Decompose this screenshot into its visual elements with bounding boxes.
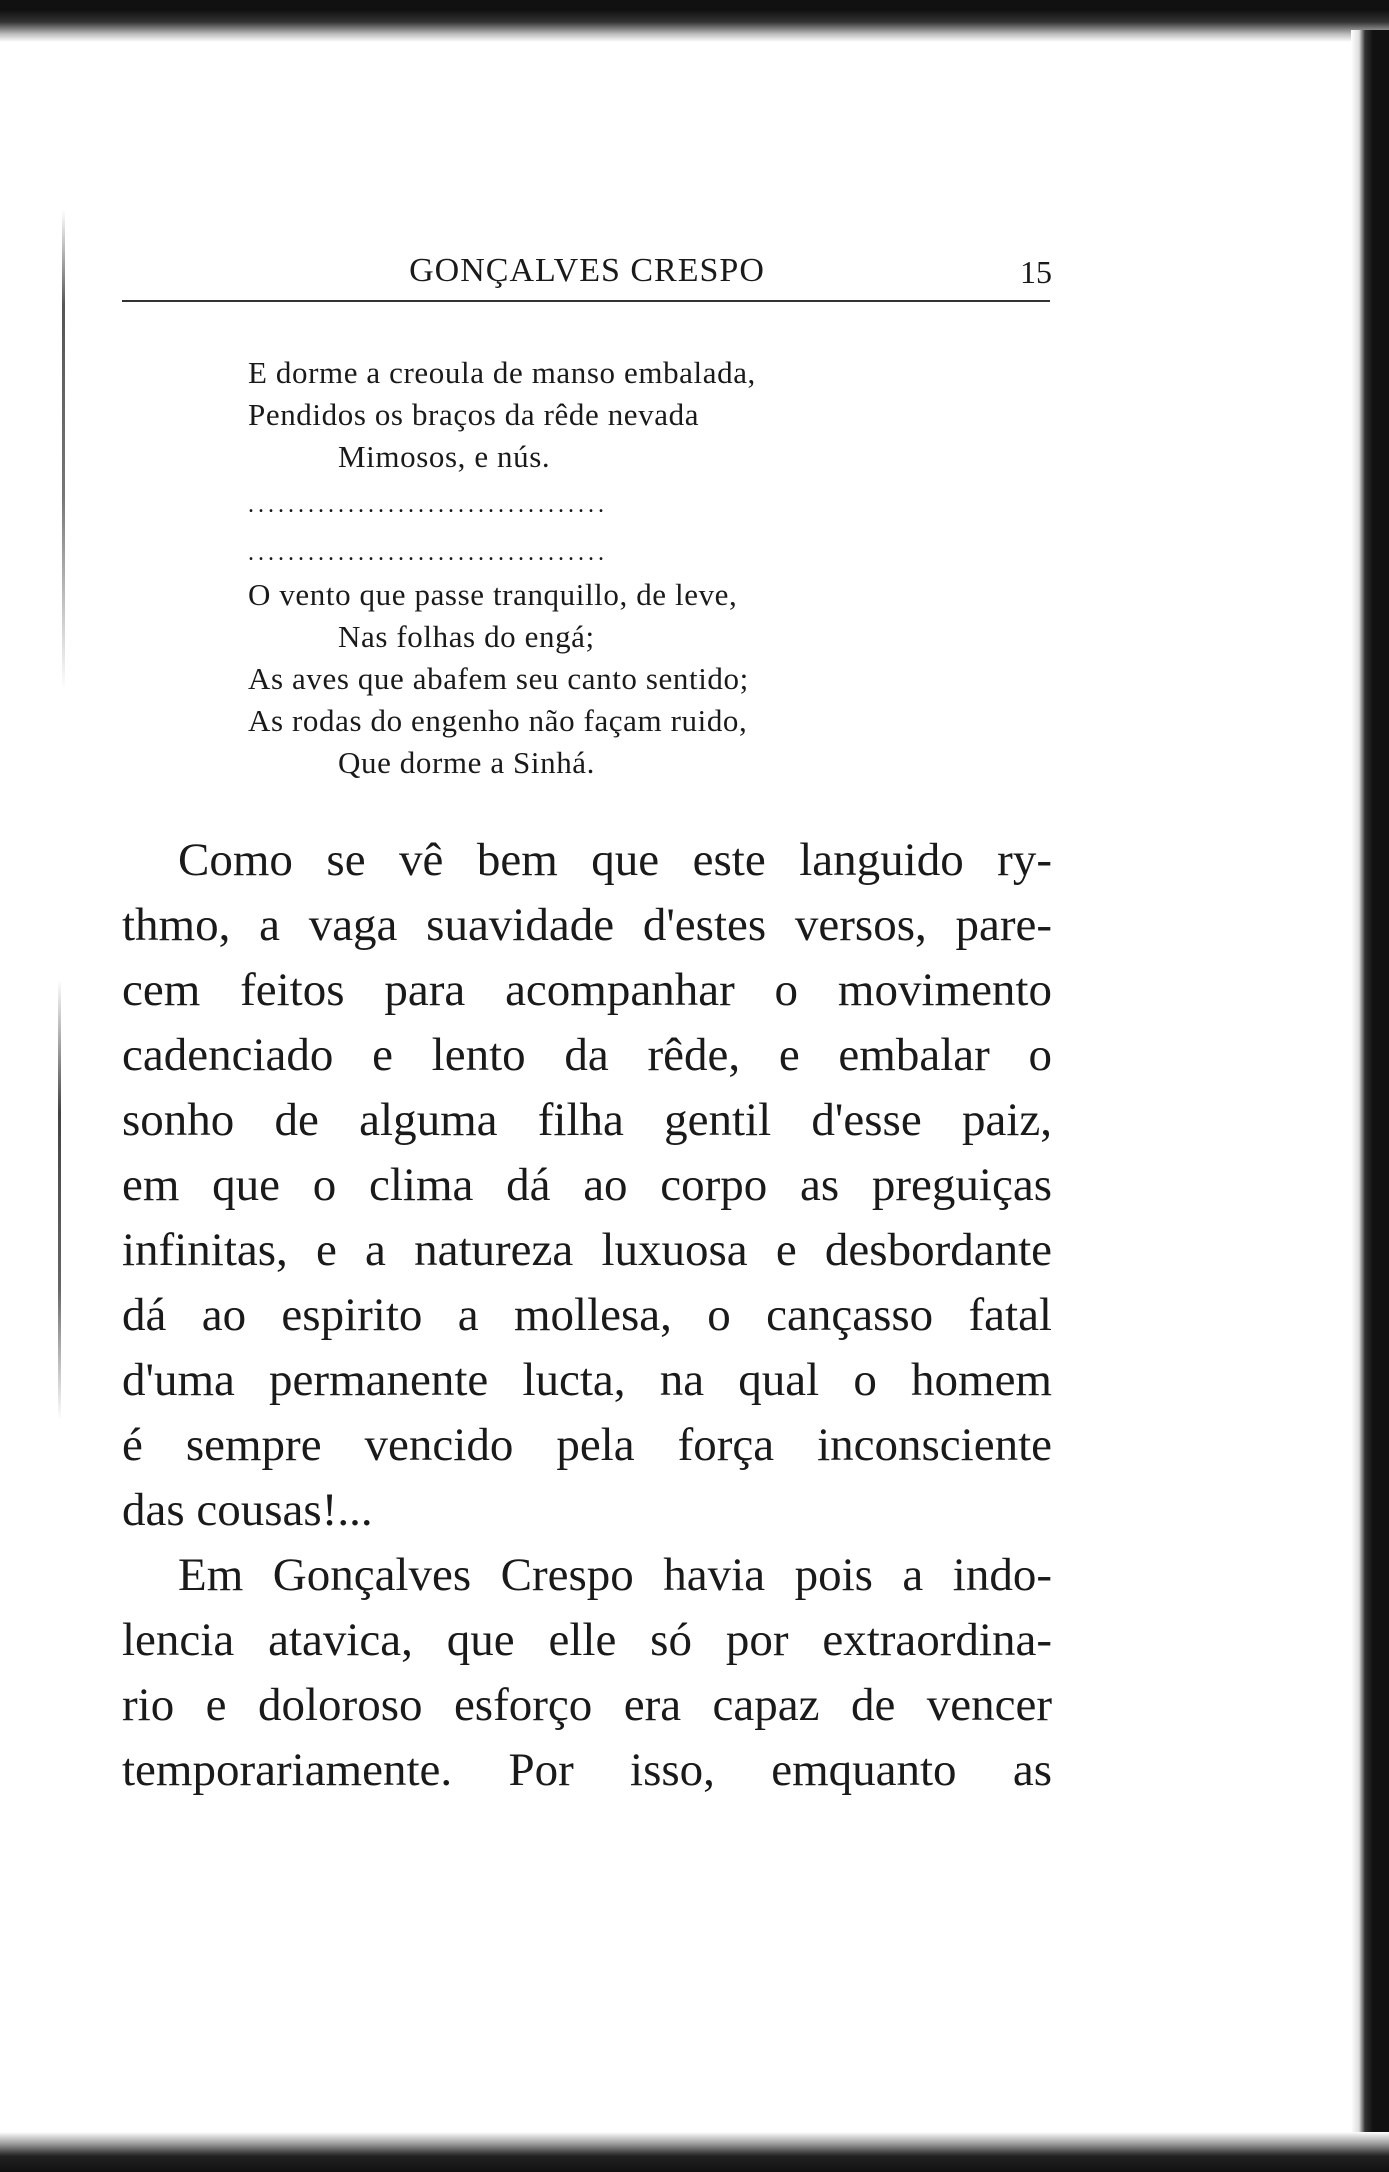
text-line: Em Gonçalves Crespo havia pois a indo-	[178, 1549, 1052, 1601]
text-line: sonho de alguma filha gentil d'esse paiz,	[122, 1094, 1052, 1146]
verse-line: Pendidos os braços da rêde nevada	[248, 397, 700, 432]
verse-line: As aves que abafem seu canto sentido;	[248, 661, 749, 696]
text-line: lencia atavica, que elle só por extraordina-	[122, 1614, 1052, 1666]
scan-edge-right	[1351, 30, 1389, 2150]
verse-line: Nas folhas do engá;	[338, 619, 595, 654]
page-number: 15	[1020, 254, 1052, 290]
scan-edge-bottom	[0, 2132, 1389, 2172]
ellipsis-row: ....................................	[248, 492, 608, 518]
verse-line: As rodas do engenho não façam ruido,	[248, 703, 748, 738]
text-line: d'uma permanente lucta, na qual o homem	[122, 1354, 1052, 1406]
running-title: GONÇALVES CRESPO	[409, 252, 765, 289]
verse-line: Mimosos, e nús.	[338, 439, 551, 474]
text-line: thmo, a vaga suavidade d'estes versos, pare-	[122, 899, 1052, 951]
paragraph-1	[122, 828, 1052, 1543]
text-line: temporariamente. Por isso, emquanto as	[122, 1744, 1052, 1796]
verse-line: Que dorme a Sinhá.	[338, 745, 596, 780]
text-line: das cousas!...	[122, 1484, 373, 1536]
header-rule	[122, 300, 1050, 302]
book-page	[122, 240, 1052, 1803]
text-line: Como se vê bem que este languido ry-	[178, 834, 1052, 886]
scan-edge-left	[62, 210, 65, 690]
text-line: infinitas, e a natureza luxuosa e desbordante	[122, 1224, 1052, 1276]
scan-edge-top	[0, 0, 1389, 42]
text-line: é sempre vencido pela força inconsciente	[122, 1419, 1052, 1471]
paragraph-2	[122, 1543, 1052, 1803]
text-line: cadenciado e lento da rêde, e embalar o	[122, 1029, 1052, 1081]
text-line: cem feitos para acompanhar o movimento	[122, 964, 1052, 1016]
text-line: rio e doloroso esforço era capaz de vencer	[122, 1679, 1052, 1731]
text-line: dá ao espirito a mollesa, o cançasso fatal	[122, 1289, 1052, 1341]
ellipsis-row: ....................................	[248, 540, 608, 566]
verse-line: E dorme a creoula de manso embalada,	[248, 355, 756, 390]
running-head	[122, 240, 1052, 300]
text-line: em que o clima dá ao corpo as preguiças	[122, 1159, 1052, 1211]
verse-line: O vento que passe tranquillo, de leve,	[248, 577, 738, 612]
verse-excerpt	[248, 352, 1052, 784]
scan-edge-left-lower	[58, 980, 61, 1420]
